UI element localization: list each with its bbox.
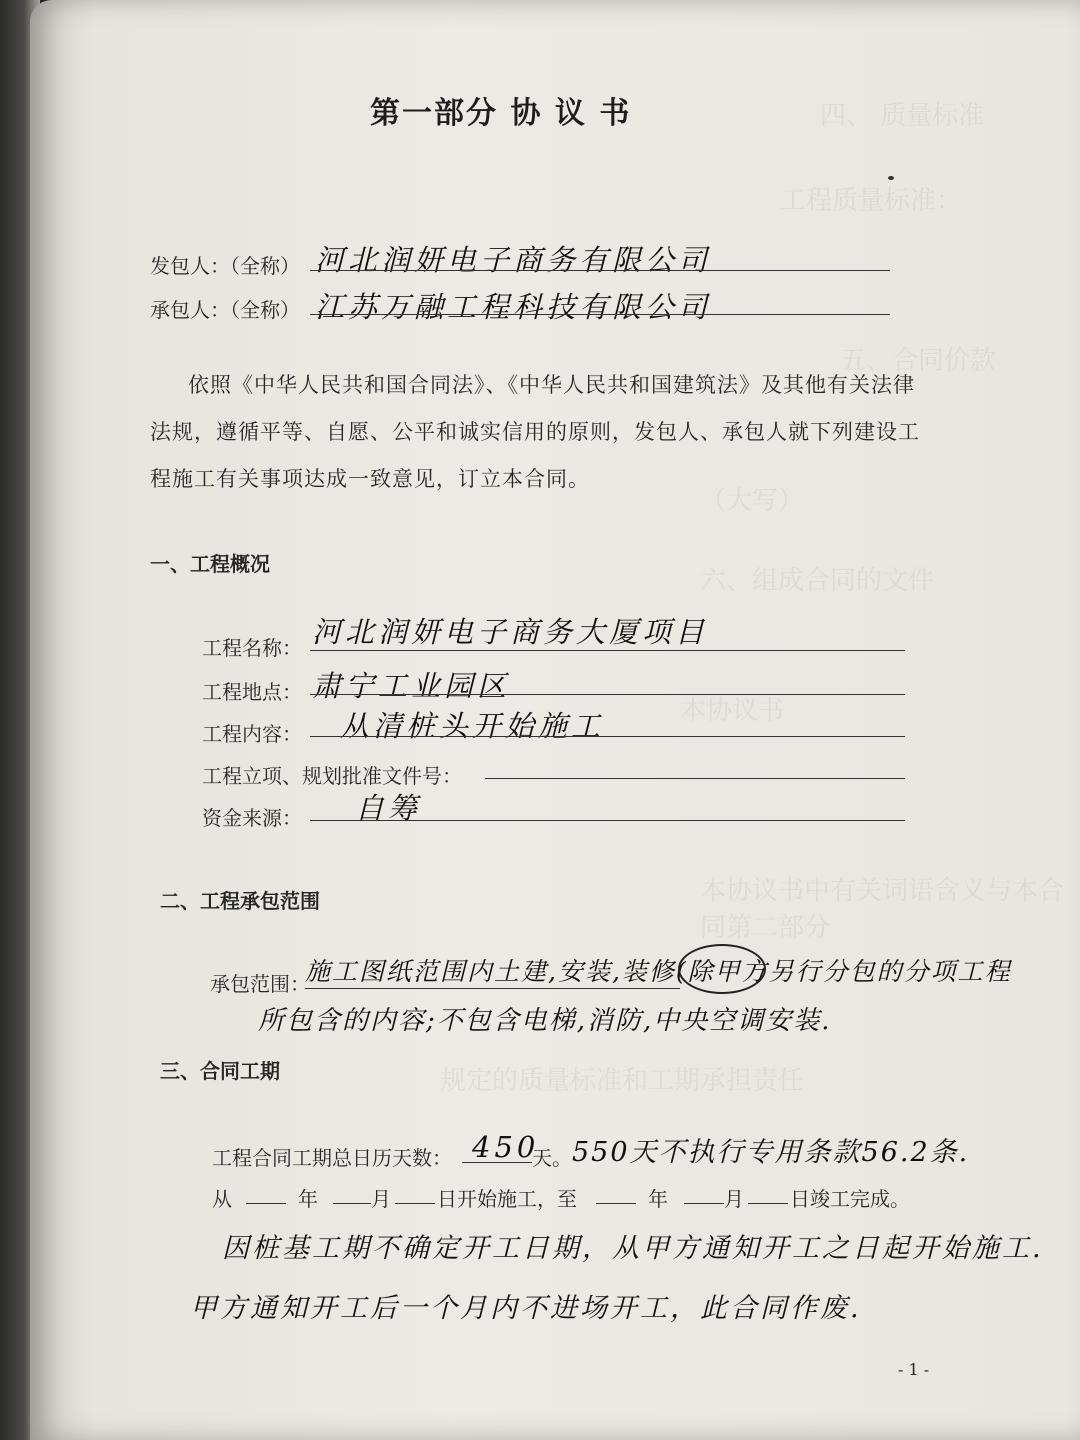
schedule-month-label: 月: [371, 1187, 391, 1211]
preamble-line: 依照《中华人民共和国合同法》、《中华人民共和国建筑法》及其他有关法律: [188, 373, 915, 397]
issuer-label: 发包人：（全称）: [150, 254, 300, 278]
funding-source-underline: [310, 820, 905, 821]
project-name-label: 工程名称：: [202, 636, 302, 660]
bleed-through-text: 本协议书: [680, 696, 785, 726]
end-year-blank: [596, 1203, 636, 1204]
bleed-through-text: （大写）: [700, 486, 805, 516]
project-content-value: 从清桩头开始施工: [340, 709, 605, 743]
scope-line-2: 所包含的内容;不包含电梯,消防,中央空调安装.: [258, 1006, 832, 1036]
duration-label: 工程合同工期总日历天数：: [212, 1146, 452, 1170]
end-day-blank: [748, 1203, 788, 1204]
bleed-through-text: 六、组成合同的文件: [700, 566, 935, 596]
approval-number-label: 工程立项、规划批准文件号：: [202, 764, 462, 788]
schedule-year-label: 年: [298, 1187, 318, 1211]
issuer-value: 河北润妍电子商务有限公司: [315, 243, 712, 277]
duration-days-value: 450: [472, 1130, 540, 1164]
duration-unit: 天。: [532, 1146, 572, 1170]
bleed-through-text: 工程质量标准：: [780, 186, 963, 216]
start-day-blank: [395, 1203, 435, 1204]
scope-line-1: 施工图纸范围内土建,安装,装修(除甲方另行分包的分项工程: [305, 957, 1012, 986]
project-location-label: 工程地点：: [202, 680, 302, 704]
contractor-label: 承包人：（全称）: [150, 298, 300, 322]
approval-number-underline: [485, 778, 905, 779]
funding-source-label: 资金来源：: [202, 806, 302, 830]
handwritten-note-1: 因桩基工期不确定开工日期，从甲方通知开工之日起开始施工.: [222, 1233, 1044, 1264]
start-month-blank: [333, 1203, 371, 1204]
section2-heading: 二、工程承包范围: [160, 889, 320, 913]
bleed-through-text: 规定的质量标准和工期承担责任: [440, 1066, 805, 1096]
end-month-blank: [684, 1203, 724, 1204]
funding-source-value: 自筹: [355, 791, 422, 825]
bleed-through-text: 四、 质量标准: [820, 101, 985, 131]
duration-days-underline: [462, 1162, 532, 1163]
issuer-underline: [310, 270, 890, 271]
project-content-label: 工程内容：: [202, 722, 302, 746]
project-content-underline: [310, 736, 905, 737]
bleed-through-text: 本协议书中有关词语含义与本合同第二部分: [700, 876, 1065, 943]
duration-note: 550天不执行专用条款56.2条.: [572, 1137, 970, 1168]
handwritten-note-2: 甲方通知开工后一个月内不进场开工，此合同作废.: [190, 1293, 862, 1324]
schedule-year-label-2: 年: [648, 1187, 668, 1211]
project-name-value: 河北润妍电子商务大厦项目: [312, 615, 709, 649]
project-name-underline: [310, 650, 905, 651]
scope-underline: [305, 988, 680, 989]
page-number: - 1 -: [898, 1360, 930, 1379]
page-title: 第一部分 协 议 书: [370, 96, 632, 131]
contractor-underline: [310, 314, 890, 315]
preamble-paragraph: [150, 362, 920, 503]
section3-heading: 三、合同工期: [160, 1059, 280, 1083]
preamble-line: 程施工有关事项达成一致意见，订立本合同。: [150, 467, 590, 491]
start-year-blank: [246, 1203, 286, 1204]
schedule-month-label-2: 月: [724, 1187, 744, 1211]
schedule-end-label: 日竣工完成。: [790, 1187, 910, 1211]
schedule-from: 从: [212, 1187, 232, 1211]
preamble-line: 法规，遵循平等、自愿、公平和诚实信用的原则，发包人、承包人就下列建设工: [150, 420, 920, 444]
bleed-through-text: 五、合同价款: [840, 346, 997, 376]
scope-label: 承包范围：: [210, 972, 310, 996]
project-location-value: 肃宁工业园区: [312, 669, 511, 703]
contractor-value: 江苏万融工程科技有限公司: [315, 290, 712, 324]
schedule-start-label: 日开始施工，至: [437, 1187, 577, 1211]
project-location-underline: [310, 694, 905, 695]
section1-heading: 一、工程概况: [150, 552, 270, 576]
handwritten-circle-mark: [678, 944, 766, 994]
ink-speck: [888, 176, 894, 180]
